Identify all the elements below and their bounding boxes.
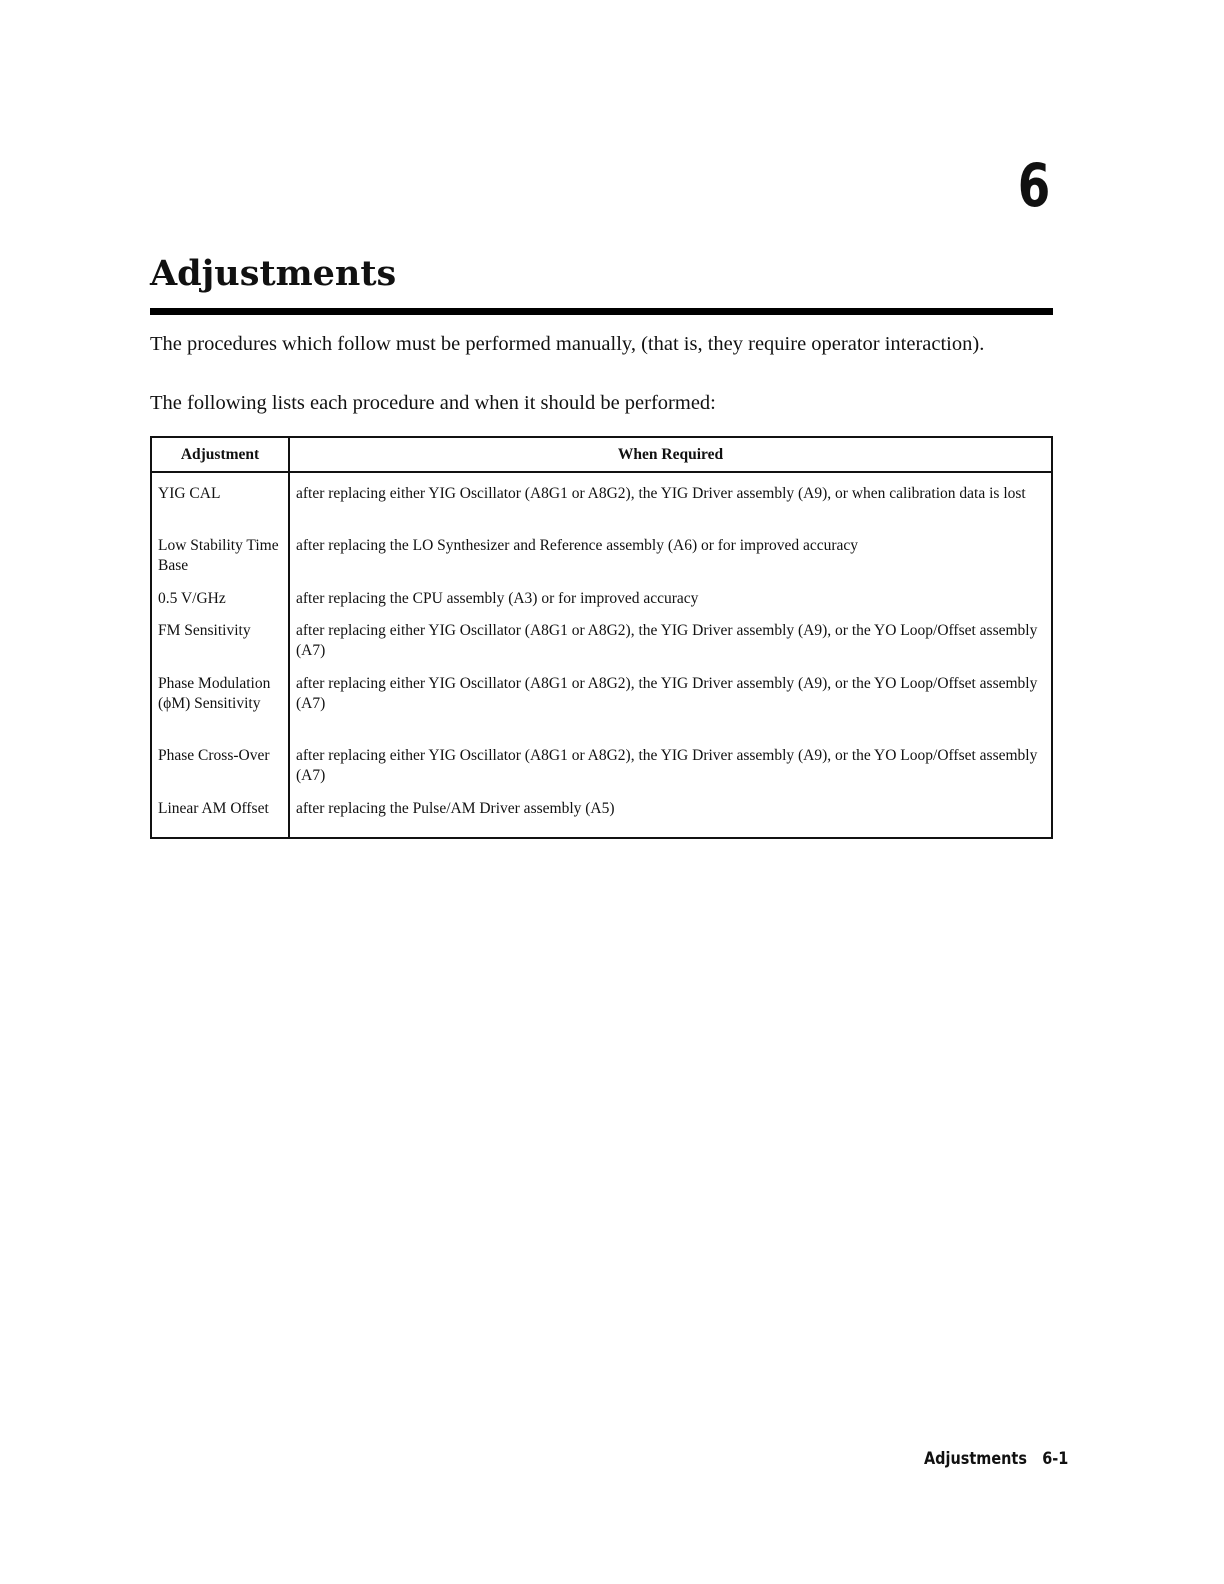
when-required-cell: after replacing either YIG Oscillator (A8G1 or A8G2), the YIG Driver assembly (A9), or the YO Loop/Offset assembly (A7) bbox=[289, 663, 1052, 735]
adjustment-cell: 0.5 V/GHz bbox=[151, 578, 289, 610]
when-required-cell: after replacing either YIG Oscillator (A8G1 or A8G2), the YIG Driver assembly (A9), or the YO Loop/Offset assembly (A7) bbox=[289, 610, 1052, 663]
table-row bbox=[151, 472, 1052, 525]
footer-section-title: Adjustments bbox=[924, 1449, 1027, 1469]
adjustment-cell: Phase Modulation (ϕM) Sensitivity bbox=[151, 663, 289, 735]
table-row bbox=[151, 735, 1052, 788]
page-title: Adjustments bbox=[150, 253, 397, 294]
table-row bbox=[151, 663, 1052, 735]
when-required-cell: after replacing the Pulse/AM Driver assembly (A5) bbox=[289, 788, 1052, 838]
table-header-row bbox=[151, 437, 1052, 472]
adjustment-cell: Linear AM Offset bbox=[151, 788, 289, 838]
adjustment-cell: Low Stability Time Base bbox=[151, 525, 289, 578]
table-row bbox=[151, 610, 1052, 663]
page-number: 6-1 bbox=[1042, 1449, 1069, 1469]
column-header-adjustment: Adjustment bbox=[151, 437, 289, 472]
table-row bbox=[151, 525, 1052, 578]
column-header-when-required: When Required bbox=[289, 437, 1052, 472]
page-footer bbox=[924, 1449, 1069, 1469]
table-row bbox=[151, 578, 1052, 610]
intro-paragraph: The procedures which follow must be performed manually, (that is, they require operator interaction). bbox=[150, 333, 985, 355]
when-required-cell: after replacing the LO Synthesizer and Reference assembly (A6) or for improved accuracy bbox=[289, 525, 1052, 578]
adjustment-cell: Phase Cross-Over bbox=[151, 735, 289, 788]
adjustment-cell: YIG CAL bbox=[151, 472, 289, 525]
adjustments-table bbox=[150, 436, 1053, 839]
chapter-number: 6 bbox=[1017, 151, 1051, 221]
when-required-cell: after replacing either YIG Oscillator (A8G1 or A8G2), the YIG Driver assembly (A9), or when calibration data is lost bbox=[289, 472, 1052, 525]
title-rule bbox=[150, 308, 1053, 315]
adjustment-cell: FM Sensitivity bbox=[151, 610, 289, 663]
when-required-cell: after replacing either YIG Oscillator (A8G1 or A8G2), the YIG Driver assembly (A9), or the YO Loop/Offset assembly (A7) bbox=[289, 735, 1052, 788]
table-row bbox=[151, 788, 1052, 838]
intro-list-lead: The following lists each procedure and when it should be performed: bbox=[150, 392, 716, 414]
when-required-cell: after replacing the CPU assembly (A3) or for improved accuracy bbox=[289, 578, 1052, 610]
